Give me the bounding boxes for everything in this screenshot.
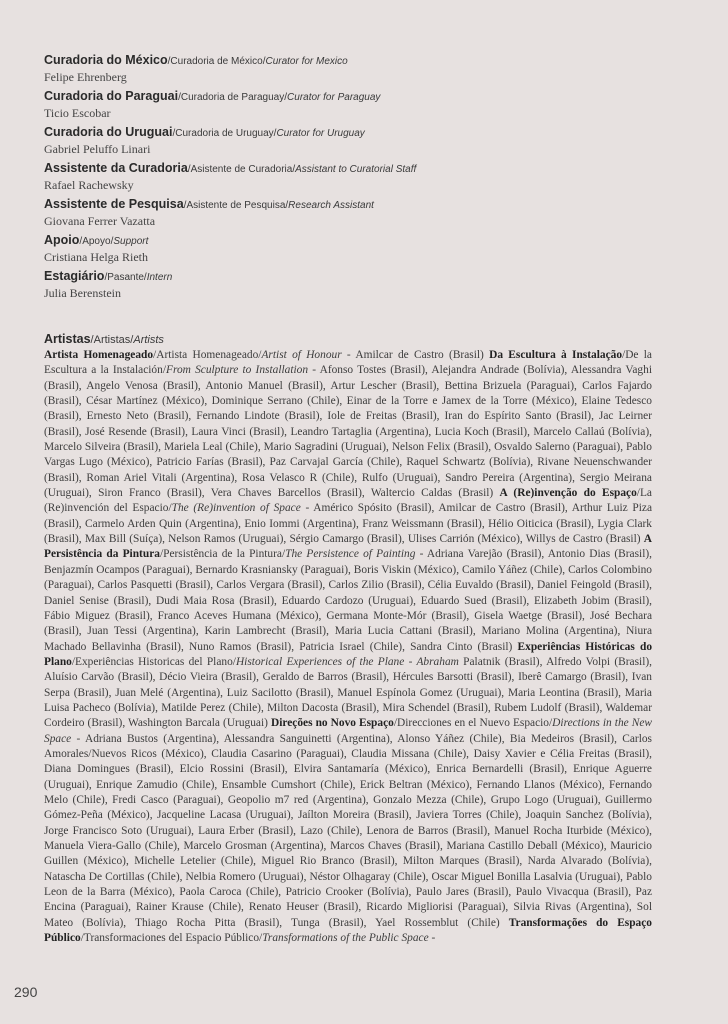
section-title-en: Transformations of the Public Space — [262, 932, 429, 945]
credit-title-es: Asistente de Curadoria — [190, 164, 293, 175]
section-title-es: De la Escultura a la Instalación — [44, 349, 652, 377]
section-title-es: Experiências Historicas del Plano — [75, 655, 233, 668]
credit-title: Estagiário — [44, 269, 105, 283]
section-artists: - Américo Spósito (Brasil), Amilcar de Castro (Brasil), Arthur Luiz Piza (Brasil), Carmelo Arden Quin (Argentina), Enio Iommi (Argentina), Franz Weissmann (Brasil), Hélio Oiticica (Brasil), Lygia Clark (Brasil), Max Bill (Suíça), Nelson Ramos (Uruguai), Sérgio Camargo (Brasil), Ulises Carrión (México), Willys de Castro (Brasil) — [44, 502, 652, 546]
artists-section — [44, 332, 652, 946]
section-artists: Palatnik (Brasil), Alfredo Volpi (Brasil), Aluísio Carvão (Brasil), Décio Vieira (Brasil), Geraldo de Barros (Brasil), Hércules Barsotti (Brasil), Iberê Camargo (Brasil), Ivan Serpa (Brasil), Juan Melé (Argentina), Luiz Sacilotto (Brasil), Manuel Espínola Gomez (Uruguai), Maria Leontina (Brasil), Maria Luisa Pacheco (Bolívia), Matilde Perez (Chile), Milton Dacosta (Brasil), Mira Schendel (Brasil), Rubem Ludolf (Brasil), Waldemar Cordeiro (Brasil), Washington Barcala (Uruguai) — [44, 655, 652, 730]
section-title-en: The (Re)invention of Space — [171, 502, 301, 515]
section-title-es: Direcciones en el Nuevo Espacio — [397, 717, 549, 730]
section-title: Transformações do Espaço Público — [44, 916, 653, 945]
section-title-en: Historical Experiences of the Plane - Abraham — [235, 655, 459, 668]
credit-uruguay: Curadoria do Uruguai/Curadoria de Uruguay/Curator for Uruguay Gabriel Peluffo Linari — [44, 124, 684, 157]
page-number: 290 — [14, 984, 38, 1000]
section-title: Artista Homenageado — [44, 349, 154, 361]
credit-title: Curadoria do México — [44, 53, 168, 67]
credit-person: Julia Berenstein — [44, 286, 121, 300]
credit-title-en: Curator for Paraguay — [287, 92, 381, 103]
credit-mexico: Curadoria do México/Curadoria de México/Curator for Mexico Felipe Ehrenberg — [44, 52, 684, 85]
credit-title-en: Support — [113, 236, 149, 247]
credit-title-en: Curator for Mexico — [265, 56, 348, 67]
credit-title: Assistente de Pesquisa — [44, 197, 184, 211]
section-artists: - Adriana Bustos (Argentina), Alessandra Sanguinetti (Argentina), Alonso Yáñez (Chile), Bia Medeiros (Brasil), Carlos Amorales/Nuevos Ricos (México), Claudia Casarino (Paraguai), Claudia Missana (Chile), Daisy Xavier e Célia Freitas (Brasil), Diana Domingues (Brasil), Elcio Rossini (Brasil), Elvira Santamaría (México), Enrica Bernardelli (Brasil), Enrique Aguerre (Uruguai), Enrique Zamudio (Chile), Ensamble Cumshort (Chile), Erick Beltran (México), Fernando Llanos (México), Fernando Melo (Chile), Fredi Casco (Paraguai), Geopolio m7 red (Argentina), Gonzalo Mezza (Chile), Grupo Logo (Uruguai), Guillermo Gómez-Peña (México), Jacqueline Lacasa (Uruguai), Jaílton Moreira (Brasil), Javiera Torres (Chile), Joaquin Sanchez (Bolívia), Jorge Francisco Soto (Uruguai), Laura Erber (Brasil), Lazo (Chile), Lenora de Barros (Brasil), Manuel Rocha Iturbide (México), Manuela Viera-Gallo (Chile), Marcelo Grosman (Argentina), Marcos Chaves (Brasil), Mariana Castillo Deball (México), Mauricio Guillen (México), Michelle Letelier (Chile), Miguel Rio Branco (Brasil), Milton Marques (Brasil), Narda Alvarado (Bolívia), Natascha De Cortillas (Chile), Nelbia Romero (Uruguai), Néstor Olhagaray (Chile), Oscar Miguel Bonilla Lasalvia (Uruguai), Pablo Leon de la Barra (México), Paola Caroca (Chile), Patricio Crooker (Bolívia), Paulo Jares (Brasil), Paulo Vivacqua (Brasil), Paz Encina (Paraguai), Rainer Krause (Chile), Renato Heuser (Brasil), Ricardo Migliorisi (Paraguai), Silvia Rivas (Argentina), Sol Mateo (Bolívia), Thiago Rocha Pitta (Brasil), Tunga (Brasil), Yael Rossemblut (Chile) — [44, 732, 652, 929]
credit-title: Apoio — [44, 233, 80, 247]
credit-title-en: Assistant to Curatorial Staff — [295, 164, 417, 175]
section-title-es: Artista Homenageado — [156, 349, 259, 361]
credit-title: Curadoria do Paraguai — [44, 89, 179, 103]
artists-list: Artista Homenageado/Artista Homenageado/Artist of Honour - Amilcar de Castro (Brasil) Da Escultura à Instalação/De la Escultura a la Instalación/From Sculpture to Installation - Afonso Tostes (Brasil), Alejandra Andrade (Bolívia), Alessandra Vaghi (Brasil), Angelo Venosa (Brasil), Antonio Manuel (Brasil), Artur Lescher (Brasil), Bettina Brizuela (Paraguai), Carlos Fajardo (Brasil), César Martínez (México), Dominique Serrano (Chile), Einar de la Torre e Jamex de la Torre (México), Elaine Tedesco (Brasil), Ernesto Neto (Brasil), Fernando Lindote (Brasil), Iole de Freitas (Brasil), Iran do Espírito Santo (Brasil), Jac Leirner (Brasil), José Resende (Brasil), Laura Vinci (Brasil), Leandro Tartaglia (Argentina), Lucia Koch (Brasil), Marcelo Callaú (Bolívia), Marcelo Silveira (Brasil), Mariela Leal (Chile), Mario Sagradini (Uruguai), Nelson Felix (Brasil), Osvaldo Salerno (Paraguai), Pablo Vargas Lugo (México), Patricio Farías (Brasil), Paz Carvajal García (Chile), Raquel Schwartz (Bolívia), Rivane Neuenschwander (Brasil), Roman Ariel Vitali (Argentina), Rosa Velasco R (Chile), Rulfo (Uruguai), Sandro Pereira (Argentina), Sergio Meirana (Uruguai), Siron Franco (Brasil), Vera Chaves Barcellos (Brasil), Waltercio Caldas (Brasil) A (Re)invenção do Espaço/La (Re)invención del Espacio/The (Re)invention of Space - Américo Spósito (Brasil), Amilcar de Castro (Brasil), Arthur Luiz Piza (Brasil), Carmelo Arden Quin (Argentina), Enio Iommi (Argentina), Franz Weissmann (Brasil), Hélio Oiticica (Brasil), Lygia Clark (Brasil), Max Bill (Suíça), Nelson Ramos (Uruguai), Sérgio Camargo (Brasil), Ulises Carrión (México), Willys de Castro (Brasil) A Persistência da Pintura/Persistência de la Pintura/The Persistence of Painting - Adriana Varejão (Brasil), Antonio Dias (Brasil), Benjazmín Ocampos (Paraguai), Bernardo Krasniansky (Paraguai), Boris Viskin (México), Camilo Yáñez (Chile), Carlos Colombino (Paraguai), Carlos Pasquetti (Brasil), Carlos Vergara (Brasil), Carlos Zilio (Brasil), Célia Euvaldo (Brasil), Daniel Feingold (Brasil), Daniel Senise (Brasil), Dudi Maia Rosa (Brasil), Eduardo Cardozo (Uruguai), Eduardo Sued (Brasil), Elizabeth Jobim (Brasil), Fábio Miguez (Brasil), Franco Aceves Humana (México), Germana Monte-Mór (Brasil), Gisela Waetge (Brasil), José Bechara (Brasil), Juan Tessi (Argentina), Karin Lambrecht (Brasil), Maria Lucia Cattani (Brasil), Mariano Molina (Argentina), Niura Machado Bellavinha (Brasil), Nuno Ramos (Brasil), Patricia Israel (Chile), Sandra Cinto (Brasil) Experiências Históricas do Plano/Experiências Historicas del Plano/Historical Experiences of the Plane - Abraham Palatnik (Brasil), Alfredo Volpi (Brasil), Aluísio Carvão (Brasil), Décio Vieira (Brasil), Geraldo de Barros (Brasil), Hércules Barsotti (Brasil), Iberê Camargo (Brasil), Ivan Serpa (Brasil), Juan Melé (Argentina), Luiz Sacilotto (Brasil), Manuel Espínola Gomez (Uruguai), Maria Leontina (Brasil), Maria Luisa Pacheco (Bolívia), Matilde Perez (Chile), Milton Dacosta (Brasil), Mira Schendel (Brasil), Rubem Ludolf (Brasil), Waldemar Cordeiro (Brasil), Washington Barcala (Uruguai) Direções no Novo Espaço/Direcciones en el Nuevo Espacio/Directions in the New Space - Adriana Bustos (Argentina), Alessandra Sanguinetti (Argentina), Alonso Yáñez (Chile), Bia Medeiros (Brasil), Carlos Amorales/Nuevos Ricos (México), Claudia Casarino (Paraguai), Claudia Missana (Chile), Daisy Xavier e Célia Freitas (Brasil), Diana Domingues (Brasil), Elcio Rossini (Brasil), Elvira Santamaría (México), Enrica Bernardelli (Brasil), Enrique Aguerre (Uruguai), Enrique Zamudio (Chile), Ensamble Cumshort (Chile), Erick Beltran (México), Fernando Llanos (México), Fernando Melo (Chile), Fredi Casco (Paraguai), Geopolio m7 red (Argentina), Gonzalo Mezza (Chile), Grupo Logo (Uruguai), Guillermo Gómez-Peña (México), Jacqueline Lacasa (Uruguai), Jaílton Moreira (Brasil), Javiera Torres (Chile), Joaquin Sanchez (Bolívia), Jorge Francisco Soto (Uruguai), Laura Erber (Brasil), Lazo (Chile), Lenora de Barros (Brasil), Manuel Rocha Iturbide (México), Manuela Viera-Gallo (Chile), Marcelo Grosman (Argentina), Marcos Chaves (Brasil), Mariana Castillo Deball (México), Mauricio Guillen (México), Michelle Letelier (Chile), Miguel Rio Branco (Brasil), Milton Marques (Brasil), Narda Alvarado (Bolívia), Natascha De Cortillas (Chile), Nelbia Romero (Uruguai), Néstor Olhagaray (Chile), Oscar Miguel Bonilla Lasalvia (Uruguai), Pablo Leon de la Barra (México), Paola Caroca (Chile), Patricio Crooker (Bolívia), Paulo Jares (Brasil), Paulo Vivacqua (Brasil), Paz Encina (Paraguai), Rainer Krause (Chile), Renato Heuser (Brasil), Ricardo Migliorisi (Paraguai), Silvia Rivas (Argentina), Sol Mateo (Bolívia), Thiago Rocha Pitta (Brasil), Tunga (Brasil), Yael Rossemblut (Chile) Transformações do Espaço Público/Transformaciones del Espacio Público/Transformations of the Public Space - — [44, 349, 653, 945]
credit-person: Rafael Rachewsky — [44, 178, 134, 192]
section-artists: - Amilcar de Castro (Brasil) — [341, 349, 490, 361]
section-title-es: Persistência de la Pintura — [163, 548, 282, 561]
section-title: Experiências Históricas do Plano — [44, 640, 653, 668]
credit-title-es: Curadoria de Uruguay — [175, 128, 274, 139]
credit-curatorial-assistant: Assistente da Curadoria/Asistente de Curadoria/Assistant to Curatorial Staff Rafael Rachewsky — [44, 160, 684, 193]
section-artists: - — [428, 932, 436, 945]
section-title-en: Artist of Honour — [261, 349, 342, 361]
section-title-es: Transformaciones del Espacio Público — [83, 932, 260, 945]
credit-paraguay: Curadoria do Paraguai/Curadoria de Paraguay/Curator for Paraguay Ticio Escobar — [44, 88, 684, 121]
credit-title-en: Research Assistant — [288, 200, 374, 211]
credit-research-assistant: Assistente de Pesquisa/Asistente de Pesquisa/Research Assistant Giovana Ferrer Vazatta — [44, 196, 684, 229]
section-title-es: La (Re)invención del Espacio — [44, 487, 652, 515]
credit-title: Assistente da Curadoria — [44, 161, 188, 175]
credit-person: Felipe Ehrenberg — [44, 70, 127, 84]
section-title: Da Escultura à Instalação — [489, 349, 623, 361]
section-title: A (Re)invenção do Espaço — [499, 487, 637, 500]
credit-person: Giovana Ferrer Vazatta — [44, 214, 156, 228]
section-title-en: Directions in the New Space — [44, 717, 653, 745]
credit-title-es: Apoyo — [82, 236, 111, 247]
section-artists: - Adriana Varejão (Brasil), Antonio Dias (Brasil), Benjazmín Ocampos (Paraguai), Bernardo Krasniansky (Paraguai), Boris Viskin (México), Camilo Yáñez (Chile), Carlos Colombino (Paraguai), Carlos Pasquetti (Brasil), Carlos Vergara (Brasil), Carlos Zilio (Brasil), Célia Euvaldo (Brasil), Daniel Feingold (Brasil), Daniel Senise (Brasil), Dudi Maia Rosa (Brasil), Eduardo Cardozo (Uruguai), Eduardo Sued (Brasil), Elizabeth Jobim (Brasil), Fábio Miguez (Brasil), Franco Aceves Humana (México), Germana Monte-Mór (Brasil), Gisela Waetge (Brasil), José Bechara (Brasil), Juan Tessi (Argentina), Karin Lambrecht (Brasil), Maria Lucia Cattani (Brasil), Mariano Molina (Argentina), Niura Machado Bellavinha (Brasil), Nuno Ramos (Brasil), Patricia Israel (Chile), Sandra Cinto (Brasil) — [44, 548, 652, 653]
credit-title-en: Intern — [146, 272, 173, 283]
credit-title-en: Curator for Uruguay — [276, 128, 365, 139]
section-title: Direções no Novo Espaço — [271, 717, 394, 730]
credit-title: Curadoria do Uruguai — [44, 125, 173, 139]
credit-support: Apoio/Apoyo/Support Cristiana Helga Rieth — [44, 232, 684, 265]
credit-title-es: Curadoria de Paraguay — [180, 92, 285, 103]
credit-person: Gabriel Peluffo Linari — [44, 142, 151, 156]
section-title-en: The Persistence of Painting — [285, 548, 416, 561]
credit-person: Ticio Escobar — [44, 106, 111, 120]
section-artists: - Afonso Tostes (Brasil), Alejandra Andrade (Bolívia), Alessandra Vaghi (Brasil), Angelo Venosa (Brasil), Antonio Manuel (Brasil), Artur Lescher (Brasil), Bettina Brizuela (Paraguai), Carlos Fajardo (Brasil), César Martínez (México), Dominique Serrano (Chile), Einar de la Torre e Jamex de la Torre (México), Elaine Tedesco (Brasil), Ernesto Neto (Brasil), Fernando Lindote (Brasil), Iole de Freitas (Brasil), Iran do Espírito Santo (Brasil), Jac Leirner (Brasil), José Resende (Brasil), Laura Vinci (Brasil), Leandro Tartaglia (Argentina), Lucia Koch (Brasil), Marcelo Callaú (Bolívia), Marcelo Silveira (Brasil), Mariela Leal (Chile), Mario Sagradini (Uruguai), Nelson Felix (Brasil), Osvaldo Salerno (Paraguai), Pablo Vargas Lugo (México), Patricio Farías (Brasil), Paz Carvajal García (Chile), Raquel Schwartz (Bolívia), Rivane Neuenschwander (Brasil), Roman Ariel Vitali (Argentina), Rosa Velasco R (Chile), Rulfo (Uruguai), Sandro Pereira (Argentina), Sergio Meirana (Uruguai), Siron Franco (Brasil), Vera Chaves Barcellos (Brasil), Waltercio Caldas (Brasil) — [44, 364, 652, 500]
artists-heading: Artistas/Artistas/Artists — [44, 332, 164, 346]
section-title: A Persistência da Pintura — [44, 533, 652, 561]
credit-intern: Estagiário/Pasante/Intern Julia Berenstein — [44, 268, 684, 301]
curatorial-credits — [44, 52, 684, 304]
credit-title-es: Asistente de Pesquisa — [186, 200, 286, 211]
section-title-en: From Sculpture to Installation — [166, 364, 309, 377]
credit-title-es: Curadoria de México — [170, 56, 263, 67]
credit-title-es: Pasante — [107, 272, 144, 283]
credit-person: Cristiana Helga Rieth — [44, 250, 148, 264]
